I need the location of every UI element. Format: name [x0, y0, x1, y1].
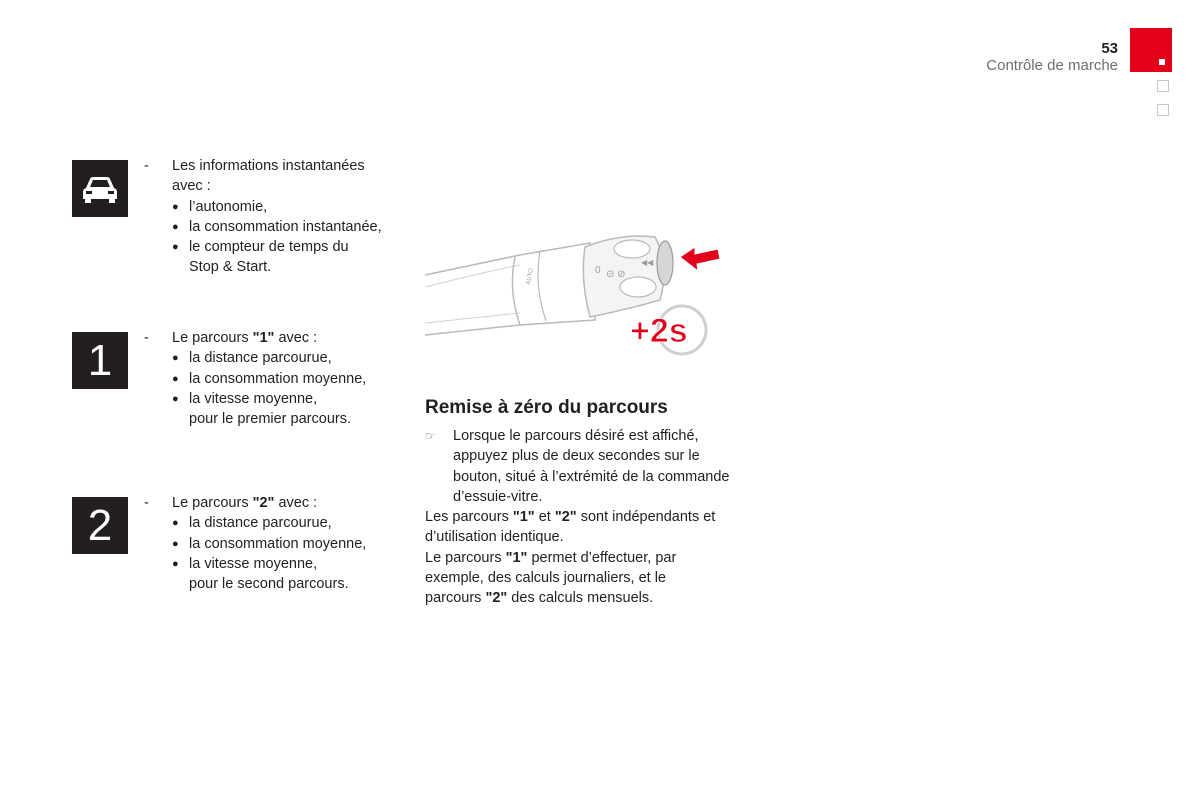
- step-line: Lorsque le parcours désiré est affiché,: [453, 428, 699, 444]
- text: parcours: [425, 590, 486, 607]
- stalk-label: AUTO: [526, 267, 535, 286]
- text: exemple, des calculs journaliers, et le: [425, 570, 666, 587]
- text: Les parcours: [425, 509, 513, 526]
- bold: "2": [554, 509, 577, 526]
- list-item-cont: pour le second parcours.: [189, 576, 349, 593]
- text: permet d’effectuer, par: [527, 549, 677, 566]
- trip-2-icon: 2: [87, 500, 113, 550]
- bold: "2": [485, 590, 508, 607]
- intro-pre: Le parcours: [172, 330, 253, 346]
- trip-1-icon-box: [72, 332, 128, 389]
- pointing-hand-icon: ☞: [425, 429, 436, 443]
- paragraph-independent: [425, 507, 765, 548]
- page-number: 53: [1101, 40, 1118, 57]
- intro-post: avec :: [274, 495, 318, 511]
- dash: -: [144, 330, 149, 346]
- tab-marker: [1159, 59, 1165, 65]
- bold: "1": [512, 509, 535, 526]
- wiper-stalk-illustration: [420, 225, 740, 365]
- list-item: l’autonomie,: [189, 198, 268, 215]
- block-intro: Les informations instantanées: [172, 158, 365, 174]
- dash: -: [144, 158, 149, 174]
- block-trip-2: - Le parcours "2" avec : ● la distance parcourue, ● la consommation moyenne, ● la vitesse moyenne, pour le second parcours.: [144, 493, 404, 594]
- text: sont indépendants et: [576, 509, 716, 526]
- svg-text:⊝ ⊘: ⊝ ⊘: [606, 269, 626, 280]
- intro-post: avec :: [274, 330, 318, 346]
- block-instant: - Les informations instantanées avec : ● l’autonomie, ● la consommation instantanée, ● le compteur de temps du Stop & Start.: [144, 156, 404, 278]
- list-item: la consommation moyenne,: [189, 370, 367, 387]
- text: des calculs mensuels.: [507, 590, 654, 607]
- list-item: la vitesse moyenne,: [189, 555, 318, 572]
- svg-text:◀◀: ◀◀: [641, 258, 654, 267]
- step-line: appuyez plus de deux secondes sur le: [453, 448, 700, 465]
- list-item-cont: pour le premier parcours.: [189, 411, 351, 428]
- press-duration-badge: +2s: [630, 312, 688, 350]
- car-icon-box: [72, 160, 128, 217]
- list-item: la vitesse moyenne,: [189, 390, 318, 407]
- list-item: la distance parcourue,: [189, 515, 332, 532]
- trip-1-icon: 1: [87, 335, 113, 385]
- list-item: la distance parcourue,: [189, 350, 332, 367]
- trip-2-icon-box: [72, 497, 128, 554]
- block-trip-1: - Le parcours "1" avec : ● la distance parcourue, ● la consommation moyenne, ● la vitesse moyenne, pour le premier parcours.: [144, 328, 404, 429]
- text: et: [534, 509, 555, 526]
- svg-text:0: 0: [595, 265, 601, 276]
- block-intro: [172, 493, 366, 513]
- text: Le parcours: [425, 549, 506, 566]
- reset-section: [425, 397, 765, 609]
- reset-title: Remise à zéro du parcours: [425, 397, 668, 418]
- list-item: la consommation moyenne,: [189, 535, 367, 552]
- bold: "1": [505, 549, 528, 566]
- dash: -: [144, 495, 149, 511]
- paragraph-usage: [425, 548, 765, 609]
- list-item: la consommation instantanée,: [189, 218, 382, 235]
- section-title: Contrôle de marche: [986, 57, 1118, 74]
- intro-bold: "1": [252, 330, 275, 346]
- block-intro: [172, 328, 366, 348]
- intro-pre: Le parcours: [172, 495, 253, 511]
- list-item-cont: Stop & Start.: [189, 259, 272, 276]
- block-intro-2: avec :: [172, 178, 211, 195]
- press-arrow-icon: [680, 247, 720, 271]
- nav-square-2: [1157, 104, 1169, 116]
- car-icon: [80, 174, 120, 204]
- step-line: bouton, situé à l’extrémité de la commande: [453, 468, 730, 485]
- step-line: d’essuie-vitre.: [453, 488, 543, 505]
- text: d’utilisation identique.: [425, 529, 564, 546]
- intro-bold: "2": [252, 495, 275, 511]
- nav-square-1: [1157, 80, 1169, 92]
- chapter-tab: [1130, 28, 1172, 72]
- list-item: le compteur de temps du: [189, 239, 349, 256]
